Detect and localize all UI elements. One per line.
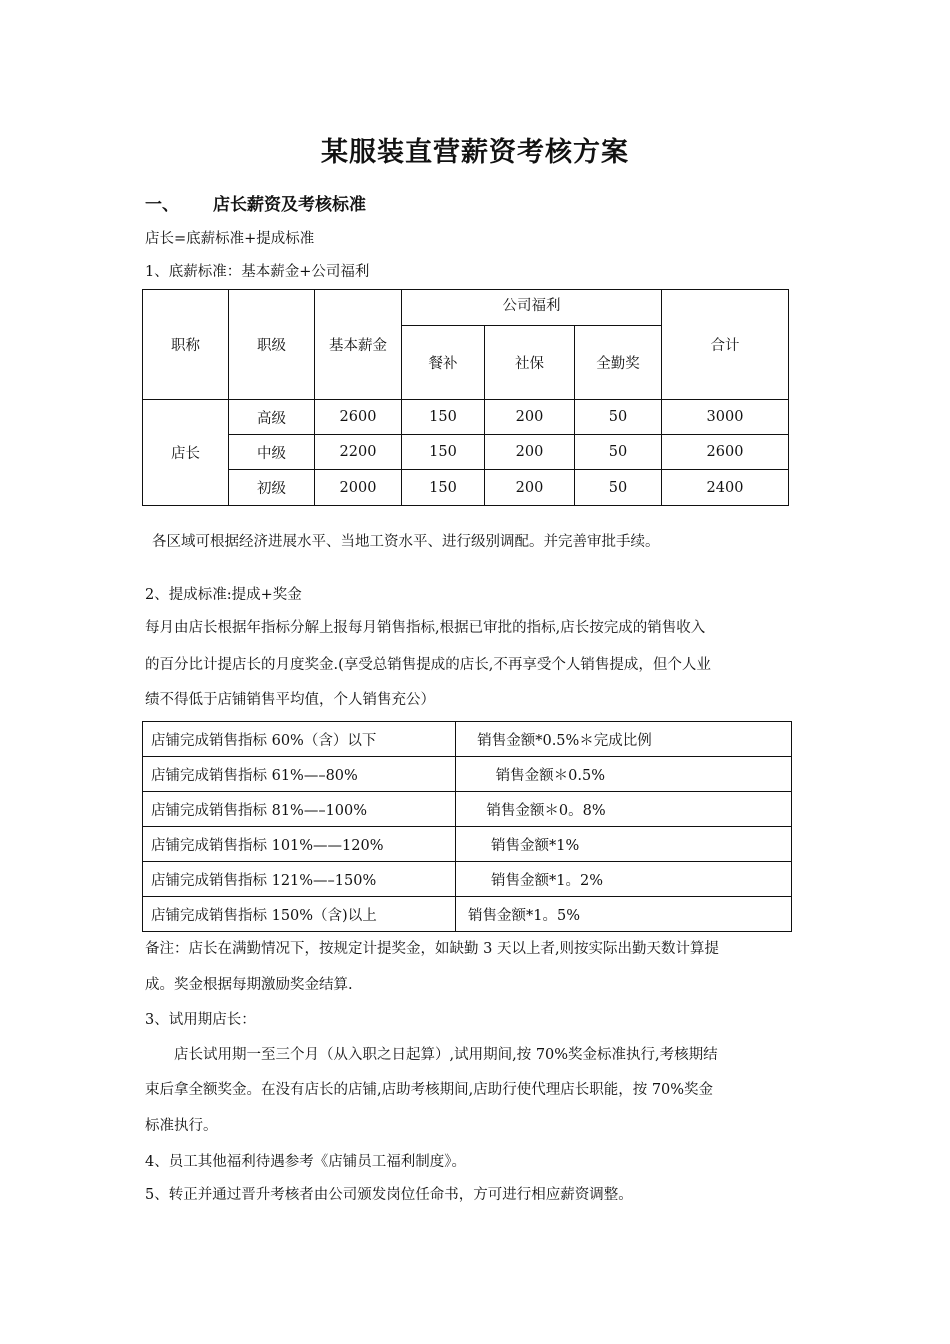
region-note: 各区域可根据经济进展水平、当地工资水平、进行级别调配。并完善审批手续。 [152, 534, 660, 550]
commission-title: 2、提成标准:提成+奖金 [145, 587, 302, 603]
header-base: 基本薪金 [315, 290, 402, 400]
attendance-cell: 50 [575, 400, 662, 435]
formula-cell: 销售金额*1。5% [456, 897, 792, 932]
range-cell: 店铺完成销售指标 61%—–80% [143, 757, 456, 792]
total-cell: 2400 [662, 470, 789, 506]
salary-formula: 店长=底薪标准+提成标准 [145, 231, 315, 247]
table-row [143, 862, 792, 897]
attendance-cell: 50 [575, 435, 662, 470]
commission-paragraph-line: 每月由店长根据年指标分解上报每月销售指标,根据已审批的指标,店长按完成的销售收入 [145, 620, 706, 636]
table-row [143, 470, 789, 506]
formula-cell: 销售金额＊0.5% [456, 757, 792, 792]
commission-table [142, 721, 792, 932]
document-title: 某服装直营薪资考核方案 [321, 137, 629, 168]
base-cell: 2600 [315, 400, 402, 435]
total-cell: 3000 [662, 400, 789, 435]
table-row [143, 435, 789, 470]
grade-cell: 高级 [229, 400, 315, 435]
header-welfare: 公司福利 [402, 290, 662, 326]
remark-line: 备注：店长在满勤情况下，按规定计提奖金，如缺勤 3 天以上者,则按实际出勤天数计算提 [145, 941, 720, 957]
table-row [143, 827, 792, 862]
table-row [143, 400, 789, 435]
commission-paragraph-line: 的百分比计提店长的月度奖金.(享受总销售提成的店长,不再享受个人销售提成，但个人业 [145, 657, 711, 673]
attendance-cell: 50 [575, 470, 662, 506]
formula-cell: 销售金额＊0。8% [456, 792, 792, 827]
social-cell: 200 [485, 435, 575, 470]
promotion-note: 5、转正并通过晋升考核者由公司颁发岗位任命书，方可进行相应薪资调整。 [145, 1187, 633, 1203]
range-cell: 店铺完成销售指标 121%—–150% [143, 862, 456, 897]
social-cell: 200 [485, 400, 575, 435]
formula-cell: 销售金额*1。2% [456, 862, 792, 897]
meal-cell: 150 [402, 470, 485, 506]
formula-cell: 销售金额*1% [456, 827, 792, 862]
base-salary-table [142, 289, 789, 506]
meal-cell: 150 [402, 435, 485, 470]
section-heading [145, 190, 366, 215]
section-heading-text: 店长薪资及考核标准 [213, 195, 366, 215]
probation-title: 3、试用期店长： [145, 1012, 256, 1028]
base-cell: 2200 [315, 435, 402, 470]
remark-line: 成。奖金根据每期激励奖金结算. [145, 977, 353, 993]
header-attendance: 全勤奖 [575, 326, 662, 400]
header-total: 合计 [662, 290, 789, 400]
base-cell: 2000 [315, 470, 402, 506]
section-number: 一、 [145, 195, 179, 215]
probation-paragraph-line: 标准执行。 [145, 1118, 218, 1134]
range-cell: 店铺完成销售指标 101%——120% [143, 827, 456, 862]
table-row [143, 722, 792, 757]
total-cell: 2600 [662, 435, 789, 470]
header-meal: 餐补 [402, 326, 485, 400]
formula-cell: 销售金额*0.5%＊完成比例 [456, 722, 792, 757]
probation-paragraph-line: 束后拿全额奖金。在没有店长的店铺,店助考核期间,店助行使代理店长职能，按 70%奖金 [145, 1082, 714, 1098]
header-title: 职称 [143, 290, 229, 400]
role-cell: 店长 [143, 400, 229, 506]
header-grade: 职级 [229, 290, 315, 400]
range-cell: 店铺完成销售指标 150%（含)以上 [143, 897, 456, 932]
meal-cell: 150 [402, 400, 485, 435]
welfare-reference: 4、员工其他福利待遇参考《店铺员工福利制度》。 [145, 1154, 466, 1170]
grade-cell: 中级 [229, 435, 315, 470]
range-cell: 店铺完成销售指标 60%（含）以下 [143, 722, 456, 757]
probation-paragraph-line: 店长试用期一至三个月（从入职之日起算）,试用期间,按 70%奖金标准执行,考核期结 [174, 1047, 718, 1063]
header-social: 社保 [485, 326, 575, 400]
range-cell: 店铺完成销售指标 81%—–100% [143, 792, 456, 827]
table-row [143, 792, 792, 827]
grade-cell: 初级 [229, 470, 315, 506]
commission-paragraph-line: 绩不得低于店铺销售平均值，个人销售充公） [145, 692, 435, 708]
base-salary-title: 1、底薪标准：基本薪金+公司福利 [145, 264, 370, 280]
table-row [143, 897, 792, 932]
social-cell: 200 [485, 470, 575, 506]
table-row [143, 757, 792, 792]
